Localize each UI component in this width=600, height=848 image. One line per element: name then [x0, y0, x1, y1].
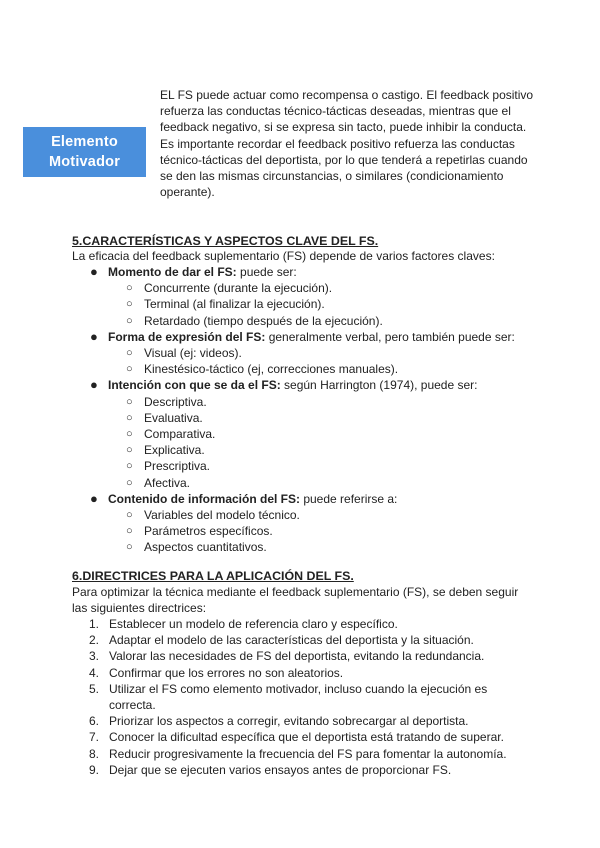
bullet-icon: ● — [90, 264, 98, 279]
bullet-icon: ● — [90, 490, 98, 506]
sub-item-text: Concurrente (durante la ejecución). — [144, 281, 333, 296]
step-item — [72, 648, 512, 664]
list-item — [72, 377, 542, 490]
sub-list-item — [72, 296, 542, 312]
step-item — [72, 713, 512, 729]
bullet-icon: ● — [90, 328, 98, 344]
step-text: Utilizar el FS como elemento motivador, incluso cuando la ejecución es correcta. — [109, 681, 488, 713]
sub-list-item — [72, 410, 542, 426]
step-text: Valorar las necesidades de FS del deportista, evitando la redundancia. — [109, 649, 485, 664]
step-text: Priorizar los aspectos a corregir, evitando sobrecargar al deportista. — [109, 714, 469, 729]
sub-item-text: Retardado (tiempo después de la ejecución). — [144, 313, 383, 328]
sub-list-item — [72, 361, 542, 377]
circle-bullet-icon: ○ — [126, 509, 133, 522]
bullet-icon: ● — [90, 377, 98, 393]
sub-list-item — [72, 523, 542, 539]
section-6-list — [72, 616, 512, 778]
sub-item-text: Parámetros específicos. — [144, 524, 273, 539]
list-item — [72, 264, 542, 329]
step-item — [72, 665, 512, 681]
item-heading: Momento de dar el FS: — [108, 265, 237, 279]
sub-item-text: Visual (ej: videos). — [144, 346, 242, 361]
circle-bullet-icon: ○ — [126, 541, 133, 554]
item-text: según Harrington (1974), puede ser: — [280, 378, 478, 393]
sub-item-text: Aspectos cuantitativos. — [144, 540, 267, 555]
circle-bullet-icon: ○ — [126, 460, 133, 473]
item-heading: Contenido de información del FS: — [108, 491, 300, 506]
sub-item-text: Evaluativa. — [144, 410, 203, 425]
sub-list-item — [72, 426, 542, 442]
step-number: 5. — [89, 681, 100, 696]
item-text: puede referirse a: — [300, 491, 398, 506]
item-text: generalmente verbal, pero también puede ser: — [265, 329, 515, 344]
intro-paragraph — [160, 87, 540, 200]
circle-bullet-icon: ○ — [126, 314, 133, 327]
sub-item-text: Prescriptiva. — [144, 459, 211, 474]
step-text: Confirmar que los errores no son aleatorios. — [109, 665, 344, 680]
badge-line-2: Motivador — [48, 154, 121, 170]
step-number: 6. — [89, 714, 100, 729]
step-text: Establecer un modelo de referencia claro y específico. — [109, 617, 398, 631]
sub-list-item — [72, 507, 542, 523]
step-item — [72, 729, 512, 745]
circle-bullet-icon: ○ — [126, 444, 133, 457]
step-number: 7. — [89, 730, 100, 745]
sub-list-item — [72, 345, 542, 361]
sub-list — [108, 345, 542, 377]
circle-bullet-icon: ○ — [126, 347, 133, 360]
section-5-intro: La eficacia del feedback suplementario (FS) depende de varios factores claves: — [72, 249, 495, 263]
circle-bullet-icon: ○ — [126, 428, 133, 441]
motivator-badge — [23, 127, 146, 177]
sub-item-text: Comparativa. — [144, 427, 216, 442]
step-number: 1. — [89, 617, 100, 631]
step-number: 3. — [89, 649, 100, 664]
circle-bullet-icon: ○ — [126, 363, 133, 376]
sub-item-text: Kinestésico-táctico (ej, correcciones manuales). — [144, 362, 399, 377]
step-text: Reducir progresivamente la frecuencia del FS para fomentar la autonomía. — [109, 746, 507, 761]
step-item — [72, 616, 512, 632]
sub-list-item — [72, 394, 542, 410]
list-item — [72, 329, 542, 378]
circle-bullet-icon: ○ — [126, 395, 133, 408]
sub-item-text: Explicativa. — [144, 443, 205, 458]
item-heading: Intención con que se da el FS: — [108, 378, 281, 393]
item-text: puede ser: — [236, 265, 297, 279]
step-number: 8. — [89, 746, 100, 761]
step-item — [72, 681, 512, 713]
section-5-list — [72, 264, 542, 556]
badge-line-1: Elemento — [51, 134, 118, 150]
section-6-title: 6.DIRECTRICES PARA LA APLICACIÓN DEL FS. — [72, 569, 354, 583]
sub-list-item — [72, 458, 542, 474]
sub-item-text: Terminal (al finalizar la ejecución). — [144, 297, 325, 312]
section-6-intro: Para optimizar la técnica mediante el feedback suplementario (FS), se deben seguir las siguientes directrices: — [72, 585, 519, 616]
circle-bullet-icon: ○ — [126, 525, 133, 538]
sub-list-item — [72, 442, 542, 458]
sub-list-item — [72, 539, 542, 555]
step-item — [72, 762, 512, 778]
sub-list-item — [72, 475, 542, 491]
step-text: Conocer la dificultad específica que el deportista está tratando de superar. — [109, 730, 504, 745]
sub-list — [108, 280, 542, 329]
step-number: 9. — [89, 762, 100, 777]
sub-list-item — [72, 280, 542, 296]
step-text: Dejar que se ejecuten varios ensayos antes de proporcionar FS. — [109, 762, 452, 777]
section-5-title: 5.CARACTERÍSTICAS Y ASPECTOS CLAVE DEL FS. — [72, 234, 379, 248]
sub-item-text: Descriptiva. — [144, 394, 207, 409]
item-heading: Forma de expresión del FS: — [108, 329, 266, 344]
circle-bullet-icon: ○ — [126, 298, 133, 311]
circle-bullet-icon: ○ — [126, 282, 133, 295]
intro-text: EL FS puede actuar como recompensa o castigo. El feedback positivo refuerza las conductas técnico-tácticas deseadas, mientras que el feedback negativo, si se expresa sin tacto, puede inhibir la conducta. Es importante recordar el feedback positivo refuerza las conductas técnico-tácticas del deportista, por lo que tenderá a repetirlas cuando se den las mismas circunstancias, o similares (condicionamiento operante). — [160, 88, 534, 200]
step-item — [72, 746, 512, 762]
sub-list — [108, 507, 542, 556]
sub-list — [108, 394, 542, 491]
step-text: Adaptar el modelo de las características del deportista y la situación. — [109, 633, 474, 648]
sub-item-text: Variables del modelo técnico. — [144, 508, 300, 523]
sub-item-text: Afectiva. — [144, 475, 191, 490]
circle-bullet-icon: ○ — [126, 476, 133, 489]
list-item — [72, 491, 542, 556]
step-item — [72, 632, 512, 648]
step-number: 2. — [89, 633, 100, 648]
step-number: 4. — [89, 665, 100, 680]
sub-list-item — [72, 313, 542, 329]
circle-bullet-icon: ○ — [126, 411, 133, 424]
